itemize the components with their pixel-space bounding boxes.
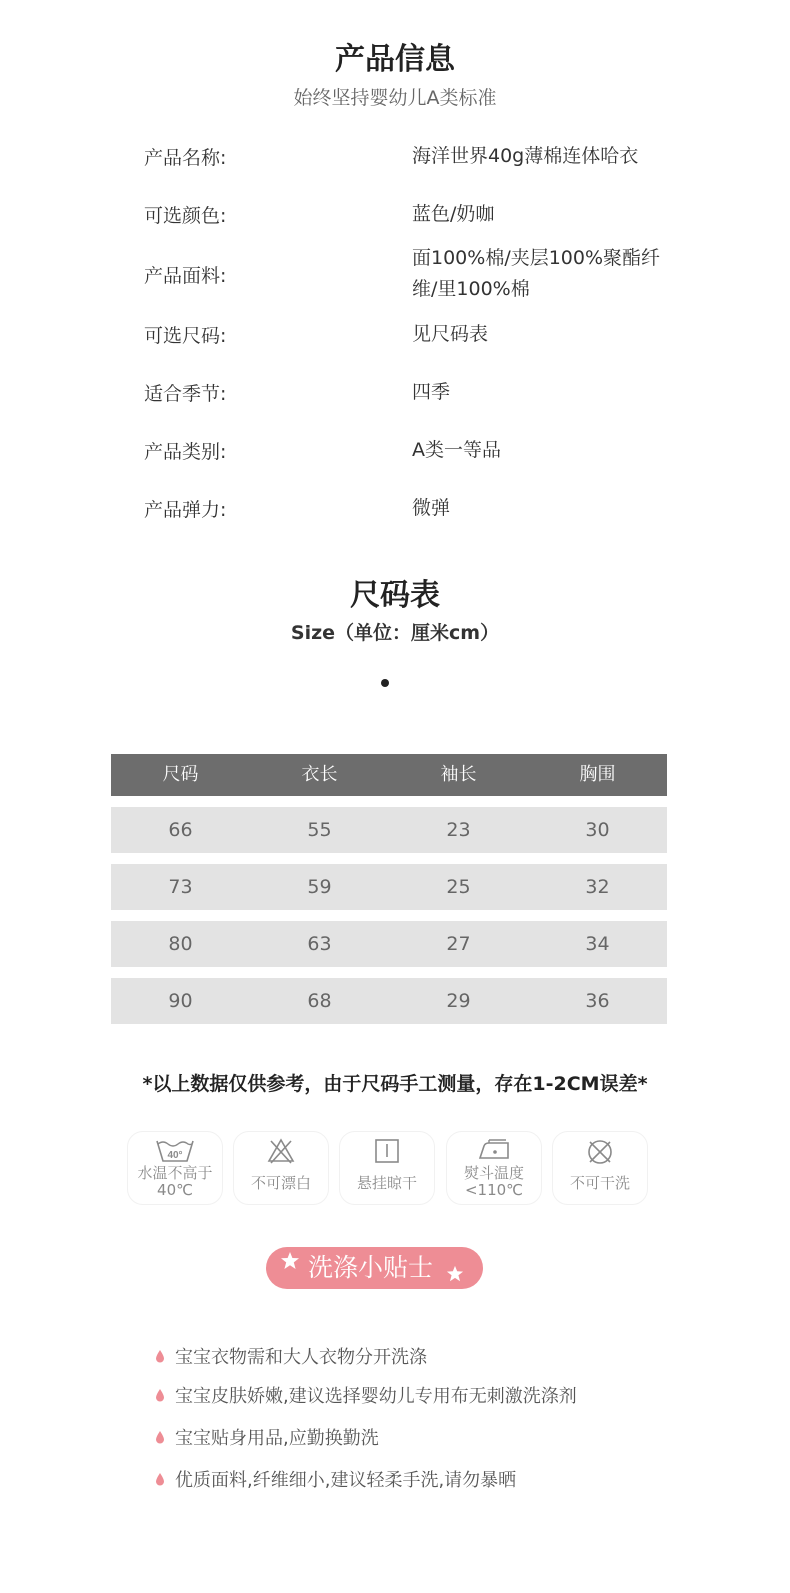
size-chart-subtitle: Size（单位：厘米cm） bbox=[290, 622, 500, 644]
care-wash-40 bbox=[127, 1131, 223, 1205]
table-cell: 55 bbox=[307, 819, 332, 841]
iron-icon bbox=[476, 1137, 512, 1163]
care-label: 不可干洗 bbox=[569, 1174, 630, 1192]
table-cell: 80 bbox=[168, 933, 193, 955]
table-row bbox=[111, 807, 667, 853]
no-dry-clean-icon bbox=[585, 1137, 615, 1167]
info-value: 见尺码表 bbox=[412, 323, 489, 345]
info-value: 蓝色/奶咖 bbox=[412, 203, 495, 225]
care-no-bleach bbox=[233, 1131, 329, 1205]
size-table bbox=[111, 754, 667, 1024]
table-cell: 90 bbox=[168, 990, 193, 1012]
table-cell: 30 bbox=[585, 819, 610, 841]
droplet-icon bbox=[155, 1431, 165, 1444]
care-label: 熨斗温度<110℃ bbox=[463, 1164, 524, 1199]
info-label: 产品面料: bbox=[144, 265, 227, 287]
tip-text: 宝宝衣物需和大人衣物分开洗涤 bbox=[175, 1347, 427, 1368]
info-label: 产品名称: bbox=[144, 147, 227, 169]
no-bleach-icon bbox=[266, 1137, 296, 1165]
droplet-icon bbox=[155, 1473, 165, 1486]
info-label: 适合季节: bbox=[144, 383, 227, 405]
table-cell: 32 bbox=[585, 876, 610, 898]
table-cell: 36 bbox=[585, 990, 610, 1012]
droplet-icon bbox=[155, 1389, 165, 1402]
table-cell: 63 bbox=[307, 933, 332, 955]
droplet-icon bbox=[155, 1350, 165, 1363]
header-cell: 袖长 bbox=[440, 764, 477, 785]
table-row bbox=[111, 864, 667, 910]
info-value: 微弹 bbox=[412, 497, 451, 519]
info-label: 产品类别: bbox=[144, 441, 227, 463]
tip-text: 宝宝皮肤娇嫩,建议选择婴幼儿专用布无刺激洗涤剂 bbox=[175, 1386, 577, 1407]
care-label: 不可漂白 bbox=[250, 1174, 311, 1192]
table-cell: 68 bbox=[307, 990, 332, 1012]
divider-dot bbox=[381, 679, 389, 687]
info-value: A类一等品 bbox=[412, 439, 501, 461]
info-value: 四季 bbox=[412, 381, 451, 403]
table-cell: 73 bbox=[168, 876, 193, 898]
measurement-disclaimer: *以上数据仅供参考，由于尺码手工测量，存在1-2CM误差* bbox=[142, 1073, 648, 1095]
table-cell: 23 bbox=[446, 819, 471, 841]
header-cell: 衣长 bbox=[301, 764, 338, 785]
table-row bbox=[111, 921, 667, 967]
info-label: 可选尺码: bbox=[144, 325, 227, 347]
table-cell: 59 bbox=[307, 876, 332, 898]
wash-temp-text: 40° bbox=[167, 1150, 183, 1161]
product-info-subtitle: 始终坚持婴幼儿A类标准 bbox=[293, 87, 497, 109]
table-row bbox=[111, 978, 667, 1024]
care-no-dry-clean bbox=[552, 1131, 648, 1205]
table-cell: 27 bbox=[446, 933, 471, 955]
table-cell: 34 bbox=[585, 933, 610, 955]
hang-dry-icon bbox=[373, 1137, 401, 1165]
tip-text: 宝宝贴身用品,应勤换勤洗 bbox=[175, 1428, 379, 1449]
star-icon bbox=[446, 1265, 464, 1283]
table-cell: 66 bbox=[168, 819, 193, 841]
size-chart-title: 尺码表 bbox=[350, 578, 440, 613]
info-value: 面100%棉/夹层100%聚酯纤维/里100%棉 bbox=[412, 247, 661, 300]
care-label: 水温不高于40℃ bbox=[137, 1164, 213, 1199]
info-label: 可选颜色: bbox=[144, 205, 227, 227]
tip-text: 优质面料,纤维细小,建议轻柔手洗,请勿暴晒 bbox=[175, 1470, 517, 1491]
care-hang-dry bbox=[339, 1131, 435, 1205]
washing-tips-badge bbox=[266, 1247, 483, 1289]
info-label: 产品弹力: bbox=[144, 499, 227, 521]
header-cell: 胸围 bbox=[579, 764, 616, 785]
table-cell: 29 bbox=[446, 990, 471, 1012]
header-cell: 尺码 bbox=[162, 764, 199, 785]
product-info-title: 产品信息 bbox=[335, 42, 455, 77]
care-label: 悬挂晾干 bbox=[356, 1174, 417, 1192]
washing-tips-title: 洗涤小贴士 bbox=[308, 1253, 434, 1282]
info-value: 海洋世界40g薄棉连体哈衣 bbox=[412, 145, 639, 167]
star-icon bbox=[280, 1251, 300, 1271]
table-cell: 25 bbox=[446, 876, 471, 898]
care-iron bbox=[446, 1131, 542, 1205]
wash-40-icon bbox=[155, 1137, 195, 1163]
table-header bbox=[111, 754, 667, 796]
